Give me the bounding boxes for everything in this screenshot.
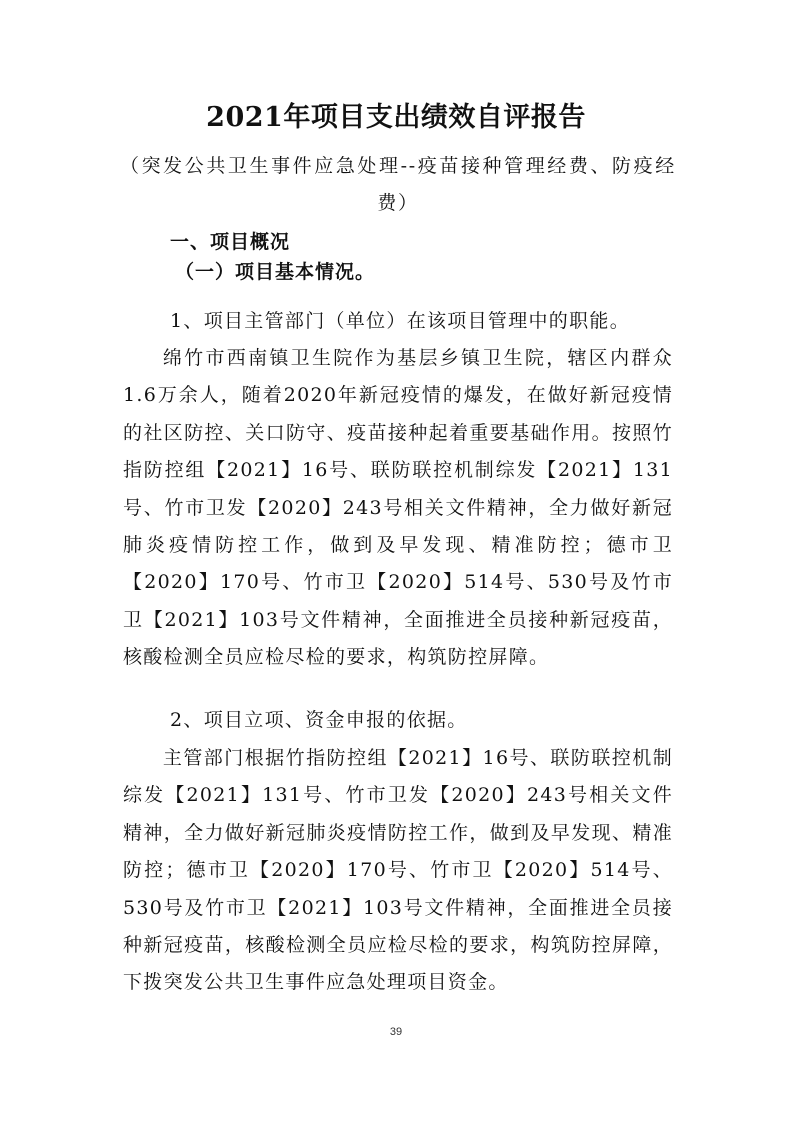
page-number: 39 <box>389 1026 403 1038</box>
report-subtitle: （突发公共卫生事件应急处理--疫苗接种管理经费、防疫经费） <box>120 155 676 214</box>
item-1-heading: 1、项目主管部门（单位）在该项目管理中的职能。 <box>170 310 630 332</box>
item-1-body: 绵竹市西南镇卫生院作为基层乡镇卫生院，辖区内群众1.6万余人，随着2020年新冠疫情的爆发，在做好新冠疫情的社区防控、关口防守、疫苗接种起着重要基础作用。按照竹指防控组【2021】16号、联防联控机制综发【2021】131号、竹市卫发【2020】243号相关文件精神，全力做好新冠肺炎疫情防控工作，做到及早发现、精准防控；德市卫【2020】170号、竹市卫【2020】514号、530号及竹市卫【2021】103号文件精神，全面推进全员接种新冠疫苗，核酸检测全员应检尽检的要求，构筑防控屏障。 <box>123 347 673 669</box>
item-2-body: 主管部门根据竹指防控组【2021】16号、联防联控机制综发【2021】131号、竹市卫发【2020】243号相关文件精神，全力做好新冠肺炎疫情防控工作，做到及早发现、精准防控；德市卫【2020】170号、竹市卫【2020】514号、530号及竹市卫【2021】103号文件精神，全面推进全员接种新冠疫苗，核酸检测全员应检尽检的要求，构筑防控屏障，下拨突发公共卫生事件应急处理项目资金。 <box>123 747 673 994</box>
item-2-heading: 2、项目立项、资金申报的依据。 <box>170 709 468 731</box>
subsection-heading-basic-info: （一）项目基本情况。 <box>175 261 376 283</box>
report-title: 2021年项目支出绩效自评报告 <box>206 102 586 133</box>
section-heading-overview: 一、项目概况 <box>170 231 291 253</box>
